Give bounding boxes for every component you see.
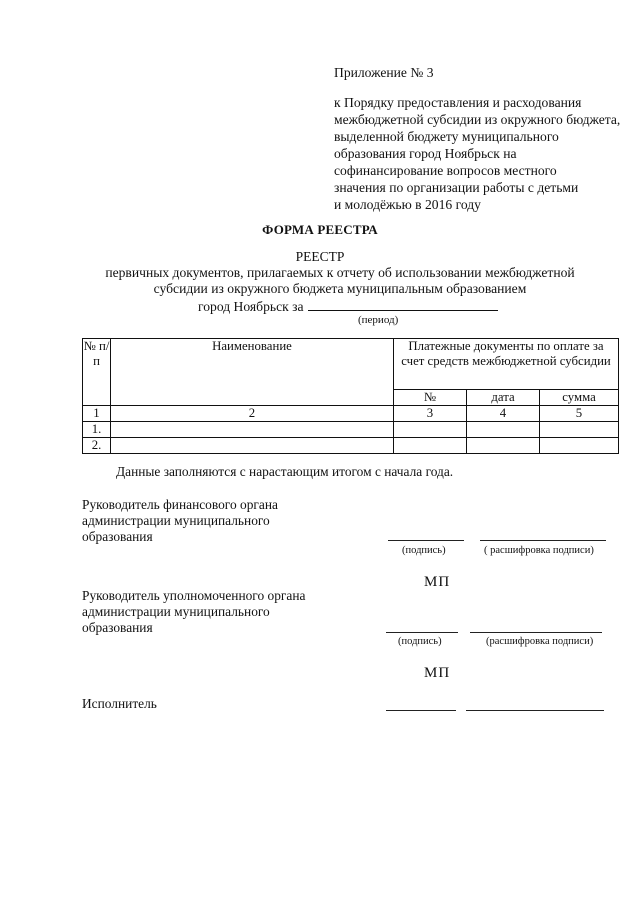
row-name-cell[interactable] <box>111 438 394 454</box>
city-label: город Ноябрьск за <box>198 299 304 314</box>
finance-head-line: образования <box>82 529 153 544</box>
finance-stamp-mark: МП <box>424 574 451 590</box>
table-row <box>83 422 619 438</box>
executor-signature-line[interactable] <box>386 710 456 711</box>
authorized-head-line: администрации муниципального <box>82 604 270 619</box>
row-name-cell[interactable] <box>111 422 394 438</box>
sub-date-header: дата <box>467 390 540 406</box>
table-column-numbers-row <box>83 406 619 422</box>
appendix-line: значения по организации работы с детьми <box>334 180 579 195</box>
row-sum-cell[interactable] <box>540 422 619 438</box>
row-sum-cell[interactable] <box>540 438 619 454</box>
period-blank-line[interactable] <box>308 298 498 311</box>
authorized-head-line: образования <box>82 620 153 635</box>
form-title: ФОРМА РЕЕСТРА <box>262 222 378 237</box>
register-table <box>82 338 619 454</box>
authorized-signature-caption: (подпись) <box>398 636 442 647</box>
finance-decode-caption: ( расшифровка подписи) <box>484 545 594 556</box>
executor-decode-line[interactable] <box>466 710 604 711</box>
row-number-cell: 1. <box>83 422 111 438</box>
column-number-cell: 1 <box>83 406 111 422</box>
authorized-head-label <box>82 588 305 636</box>
authorized-signature-line[interactable] <box>386 632 458 633</box>
finance-signature-caption: (подпись) <box>402 545 446 556</box>
column-number-cell: 5 <box>540 406 619 422</box>
register-title: РЕЕСТР <box>295 249 345 264</box>
finance-signature-line[interactable] <box>388 540 464 541</box>
col-payment-header: Платежные документы по оплате за счет средств межбюджетной субсидии <box>394 339 619 390</box>
row-number-cell: 2. <box>83 438 111 454</box>
authorized-stamp-mark: МП <box>424 665 451 681</box>
register-subtitle-line: субсидии из окружного бюджета муниципальным образованием <box>153 281 527 296</box>
row-date-cell[interactable] <box>467 438 540 454</box>
appendix-block <box>334 64 624 213</box>
finance-head-label <box>82 497 278 545</box>
sub-number-header: № <box>394 390 467 406</box>
column-number-cell: 4 <box>467 406 540 422</box>
appendix-title: Приложение № 3 <box>334 65 434 80</box>
row-doc-number-cell[interactable] <box>394 438 467 454</box>
col-number-header: № п/п <box>83 339 111 406</box>
column-number-cell: 2 <box>111 406 394 422</box>
authorized-decode-line[interactable] <box>470 632 602 633</box>
register-subtitle <box>90 265 590 297</box>
appendix-line: образования город Ноябрьск на <box>334 146 517 161</box>
appendix-line: межбюджетной субсидии из окружного бюджета, <box>334 112 621 127</box>
table-row <box>83 438 619 454</box>
register-subtitle-line: первичных документов, прилагаемых к отчету об использовании межбюджетной <box>105 265 575 280</box>
appendix-line: к Порядку предоставления и расходования <box>334 95 582 110</box>
row-doc-number-cell[interactable] <box>394 422 467 438</box>
sub-sum-header: сумма <box>540 390 619 406</box>
period-row <box>198 298 498 315</box>
period-caption: (период) <box>358 314 399 326</box>
finance-head-line: администрации муниципального <box>82 513 270 528</box>
executor-label: Исполнитель <box>82 696 157 711</box>
note-text: Данные заполняются с нарастающим итогом с начала года. <box>116 464 454 479</box>
finance-head-line: Руководитель финансового органа <box>82 497 278 512</box>
table-header-row <box>83 339 619 390</box>
appendix-line: выделенной бюджету муниципального <box>334 129 559 144</box>
col-name-header: Наименование <box>111 339 394 406</box>
authorized-decode-caption: (расшифровка подписи) <box>486 636 594 647</box>
column-number-cell: 3 <box>394 406 467 422</box>
row-date-cell[interactable] <box>467 422 540 438</box>
finance-decode-line[interactable] <box>480 540 606 541</box>
authorized-head-line: Руководитель уполномоченного органа <box>82 588 306 603</box>
appendix-line: и молодёжью в 2016 году <box>334 197 481 212</box>
appendix-line: софинансирование вопросов местного <box>334 163 557 178</box>
